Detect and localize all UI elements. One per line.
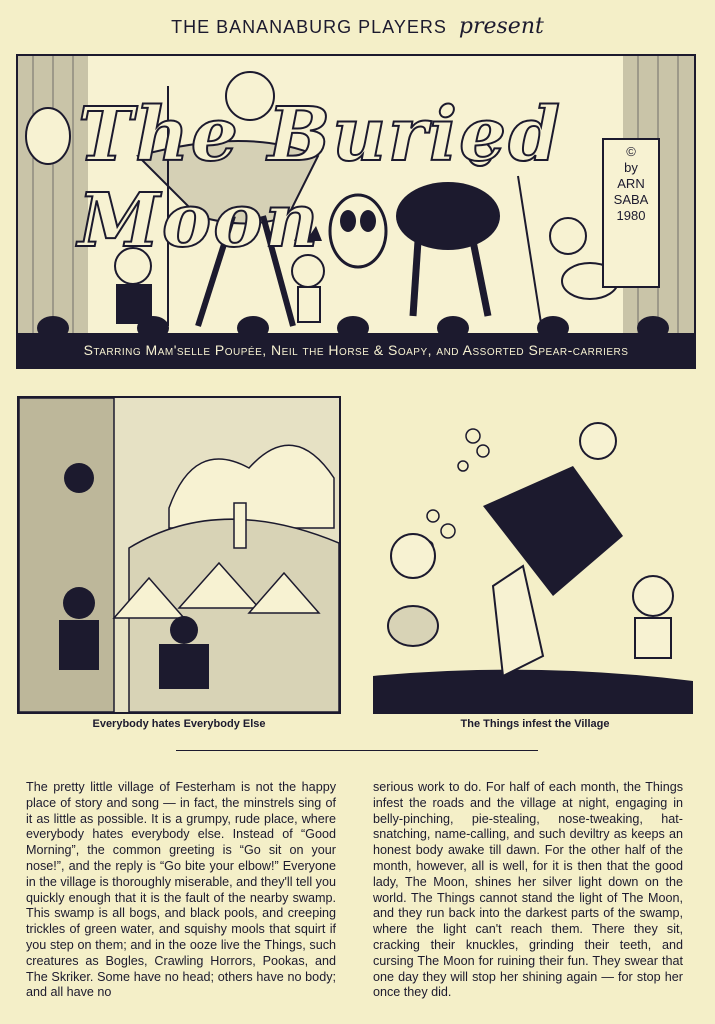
starring-strip: Starring Mam'selle Poupée, Neil the Horse & Soapy, and Assorted Spear-carriers — [18, 333, 694, 367]
things-caption: The Things infest the Village — [460, 718, 610, 730]
byline-by: by — [624, 160, 638, 175]
byline-year: 1980 — [616, 208, 646, 223]
bubbles — [423, 429, 489, 551]
things-panel — [373, 396, 697, 714]
skriker-creature — [493, 566, 543, 676]
pumpkin-creature — [633, 576, 673, 658]
mask-icon — [26, 108, 70, 164]
copyright-mark: © — [626, 144, 636, 159]
play-title: The Buried Moon — [78, 92, 562, 264]
title-banner — [16, 54, 696, 369]
story-column-right: serious work to do. For half of each month, the Things infest the roads and the village at night, engaging in belly-pinching, pie-stealing, nose-tweaking, hat-snatching, name-calling, and such deviltry as keeps an honest body awake till dawn. For the other half of the month, however, all is well, for it is then that the good lady, The Moon, shines her silver light down on the world. The Things cannot stand the light of The Moon, and they run back into the darkest parts of the swamp, where the light can't reach them. There they sit, cracking their knuckles, grinding their teeth, and cursing The Moon for ruining their fun. They swear that one day they will stop her shining again — for stop her once they did. — [373, 780, 683, 1000]
village-caption: Everybody hates Everybody Else — [92, 718, 266, 730]
byline-box — [602, 138, 660, 288]
pooka-creature — [483, 423, 623, 596]
header-line — [0, 14, 715, 39]
byline-name-2: SABA — [613, 192, 649, 207]
bogle-creature — [388, 534, 438, 646]
swamp-ground — [373, 670, 693, 714]
village-illustration — [19, 398, 339, 712]
story-column-left: The pretty little village of Festerham is not the happy place of story and song — in fact, the minstrels sing of it as little as possible. It is a grumpy, rude place, where everybody hates everybody else. Instead of “Good Morning”, the common greeting is “Go sit on your nose!”, and the reply is “Go bite your elbow!” Everyone in the village is thoroughly miserable, and they'll tell you quickly enough that it is the fault of the nearby swamp. This swamp is all bogs, and black pools, and creeping trickles of green water, and squishy mools that squirt if you step on them; and in the ooze live the Things, such creatures as Bogles, Crawling Horrors, Pookas, and The Skriker. Some have no head; others have no body; and all have no — [26, 780, 336, 1000]
byline-name-1: ARN — [617, 176, 645, 191]
things-illustration — [373, 396, 697, 714]
village-panel — [17, 396, 341, 714]
presenters-text: THE BANANABURG PLAYERS — [171, 17, 447, 37]
present-text: present — [458, 14, 544, 39]
section-divider — [176, 750, 538, 751]
